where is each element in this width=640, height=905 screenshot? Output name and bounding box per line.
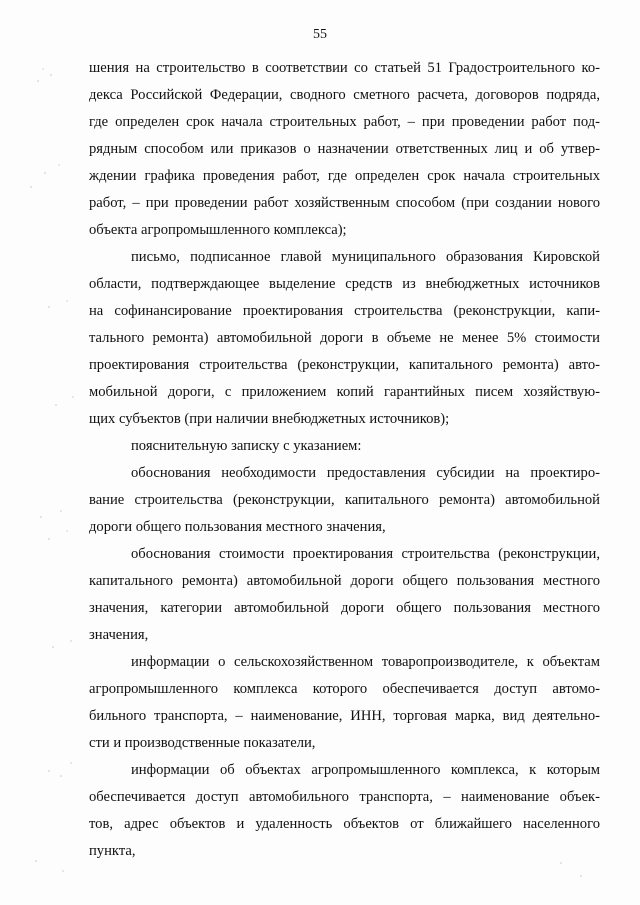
scan-speck (50, 74, 52, 76)
text-line: обеспечивается доступ автомобильного транспорта, – наименование объек- (89, 789, 600, 805)
text-line: шения на строительство в соответствии со статьей 51 Градостроительного ко- (89, 60, 600, 76)
text-line: значения, категории автомобильной дороги общего пользования местного (89, 600, 600, 616)
scan-speck (35, 860, 37, 862)
text-line: работ, – при проведении работ хозяйственным способом (при создании нового (89, 195, 600, 211)
scan-speck (540, 300, 542, 302)
text-line: рядным способом или приказов о назначении ответственных лиц и об утвер- (89, 141, 600, 157)
scan-speck (42, 68, 44, 70)
paragraph (89, 55, 600, 244)
text-line: области, подтверждающее выделение средств из внебюджетных источников (89, 276, 600, 292)
scan-speck (44, 172, 46, 174)
text-line: обоснования стоимости проектирования строительства (реконструкции, (131, 546, 600, 562)
scan-speck (66, 530, 68, 532)
text-line: объекта агропромышленного комплекса); (89, 222, 347, 238)
scan-speck (48, 770, 50, 772)
paragraph (89, 541, 600, 649)
scan-speck (66, 300, 68, 302)
text-line: щих субъектов (при наличии внебюджетных источников); (89, 411, 450, 427)
scan-speck (37, 80, 39, 82)
text-line: агропромышленного комплекса которого обеспечивается доступ автомо- (89, 681, 600, 697)
paragraph (89, 649, 600, 757)
paragraph (89, 460, 600, 541)
text-line: капитального ремонта) автомобильной дороги общего пользования местного (89, 573, 600, 589)
scan-speck (48, 538, 50, 540)
text-line: обоснования необходимости предоставления субсидии на проектиро- (131, 465, 600, 481)
scan-speck (60, 510, 62, 512)
scan-speck (70, 640, 72, 642)
scan-speck (580, 875, 582, 877)
text-line: где определен срок начала строительных работ, – при проведении работ под- (89, 114, 600, 130)
paragraph (89, 433, 600, 460)
text-line: дороги общего пользования местного значения, (89, 519, 386, 535)
text-line: вание строительства (реконструкции, капитального ремонта) автомобильной (89, 492, 600, 508)
scan-speck (62, 870, 64, 872)
scan-speck (40, 516, 42, 518)
text-line: пояснительную записку с указанием: (131, 438, 362, 454)
scan-speck (70, 762, 72, 764)
text-line: информации об объектах агропромышленного комплекса, к которым (131, 762, 600, 778)
text-line: информации о сельскохозяйственном товаропроизводителе, к объектам (131, 654, 600, 670)
scan-speck (58, 164, 60, 166)
text-line: пункта, (89, 843, 136, 859)
scan-speck (30, 186, 32, 188)
scan-speck (52, 646, 54, 648)
paragraph (89, 757, 600, 865)
text-line: тов, адрес объектов и удаленность объектов от ближайшего населенного (89, 816, 600, 832)
text-line: ждении графика проведения работ, где определен срок начала строительных (89, 168, 600, 184)
text-line: мобильной дороги, с приложением копий гарантийных писем хозяйствую- (89, 384, 600, 400)
scan-speck (60, 775, 62, 777)
text-line: декса Российской Федерации, сводного сметного расчета, договоров подряда, (89, 87, 600, 103)
scan-speck (55, 404, 57, 406)
text-line: письмо, подписанное главой муниципального образования Кировской (131, 249, 600, 265)
document-body (89, 55, 600, 865)
scan-speck (48, 306, 50, 308)
paragraph (89, 244, 600, 433)
page-number: 55 (313, 27, 327, 42)
text-line: на софинансирование проектирования строительства (реконструкции, капи- (89, 303, 600, 319)
text-line: значения, (89, 627, 149, 643)
text-line: проектирования строительства (реконструкции, капитального ремонта) авто- (89, 357, 600, 373)
text-line: сти и производственные показатели, (89, 735, 316, 751)
text-line: тального ремонта) автомобильной дороги в объеме не менее 5% стоимости (89, 330, 600, 346)
text-line: бильного транспорта, – наименование, ИНН, торговая марка, вид деятельно- (89, 708, 600, 724)
scan-speck (72, 396, 74, 398)
scan-speck (560, 862, 562, 864)
